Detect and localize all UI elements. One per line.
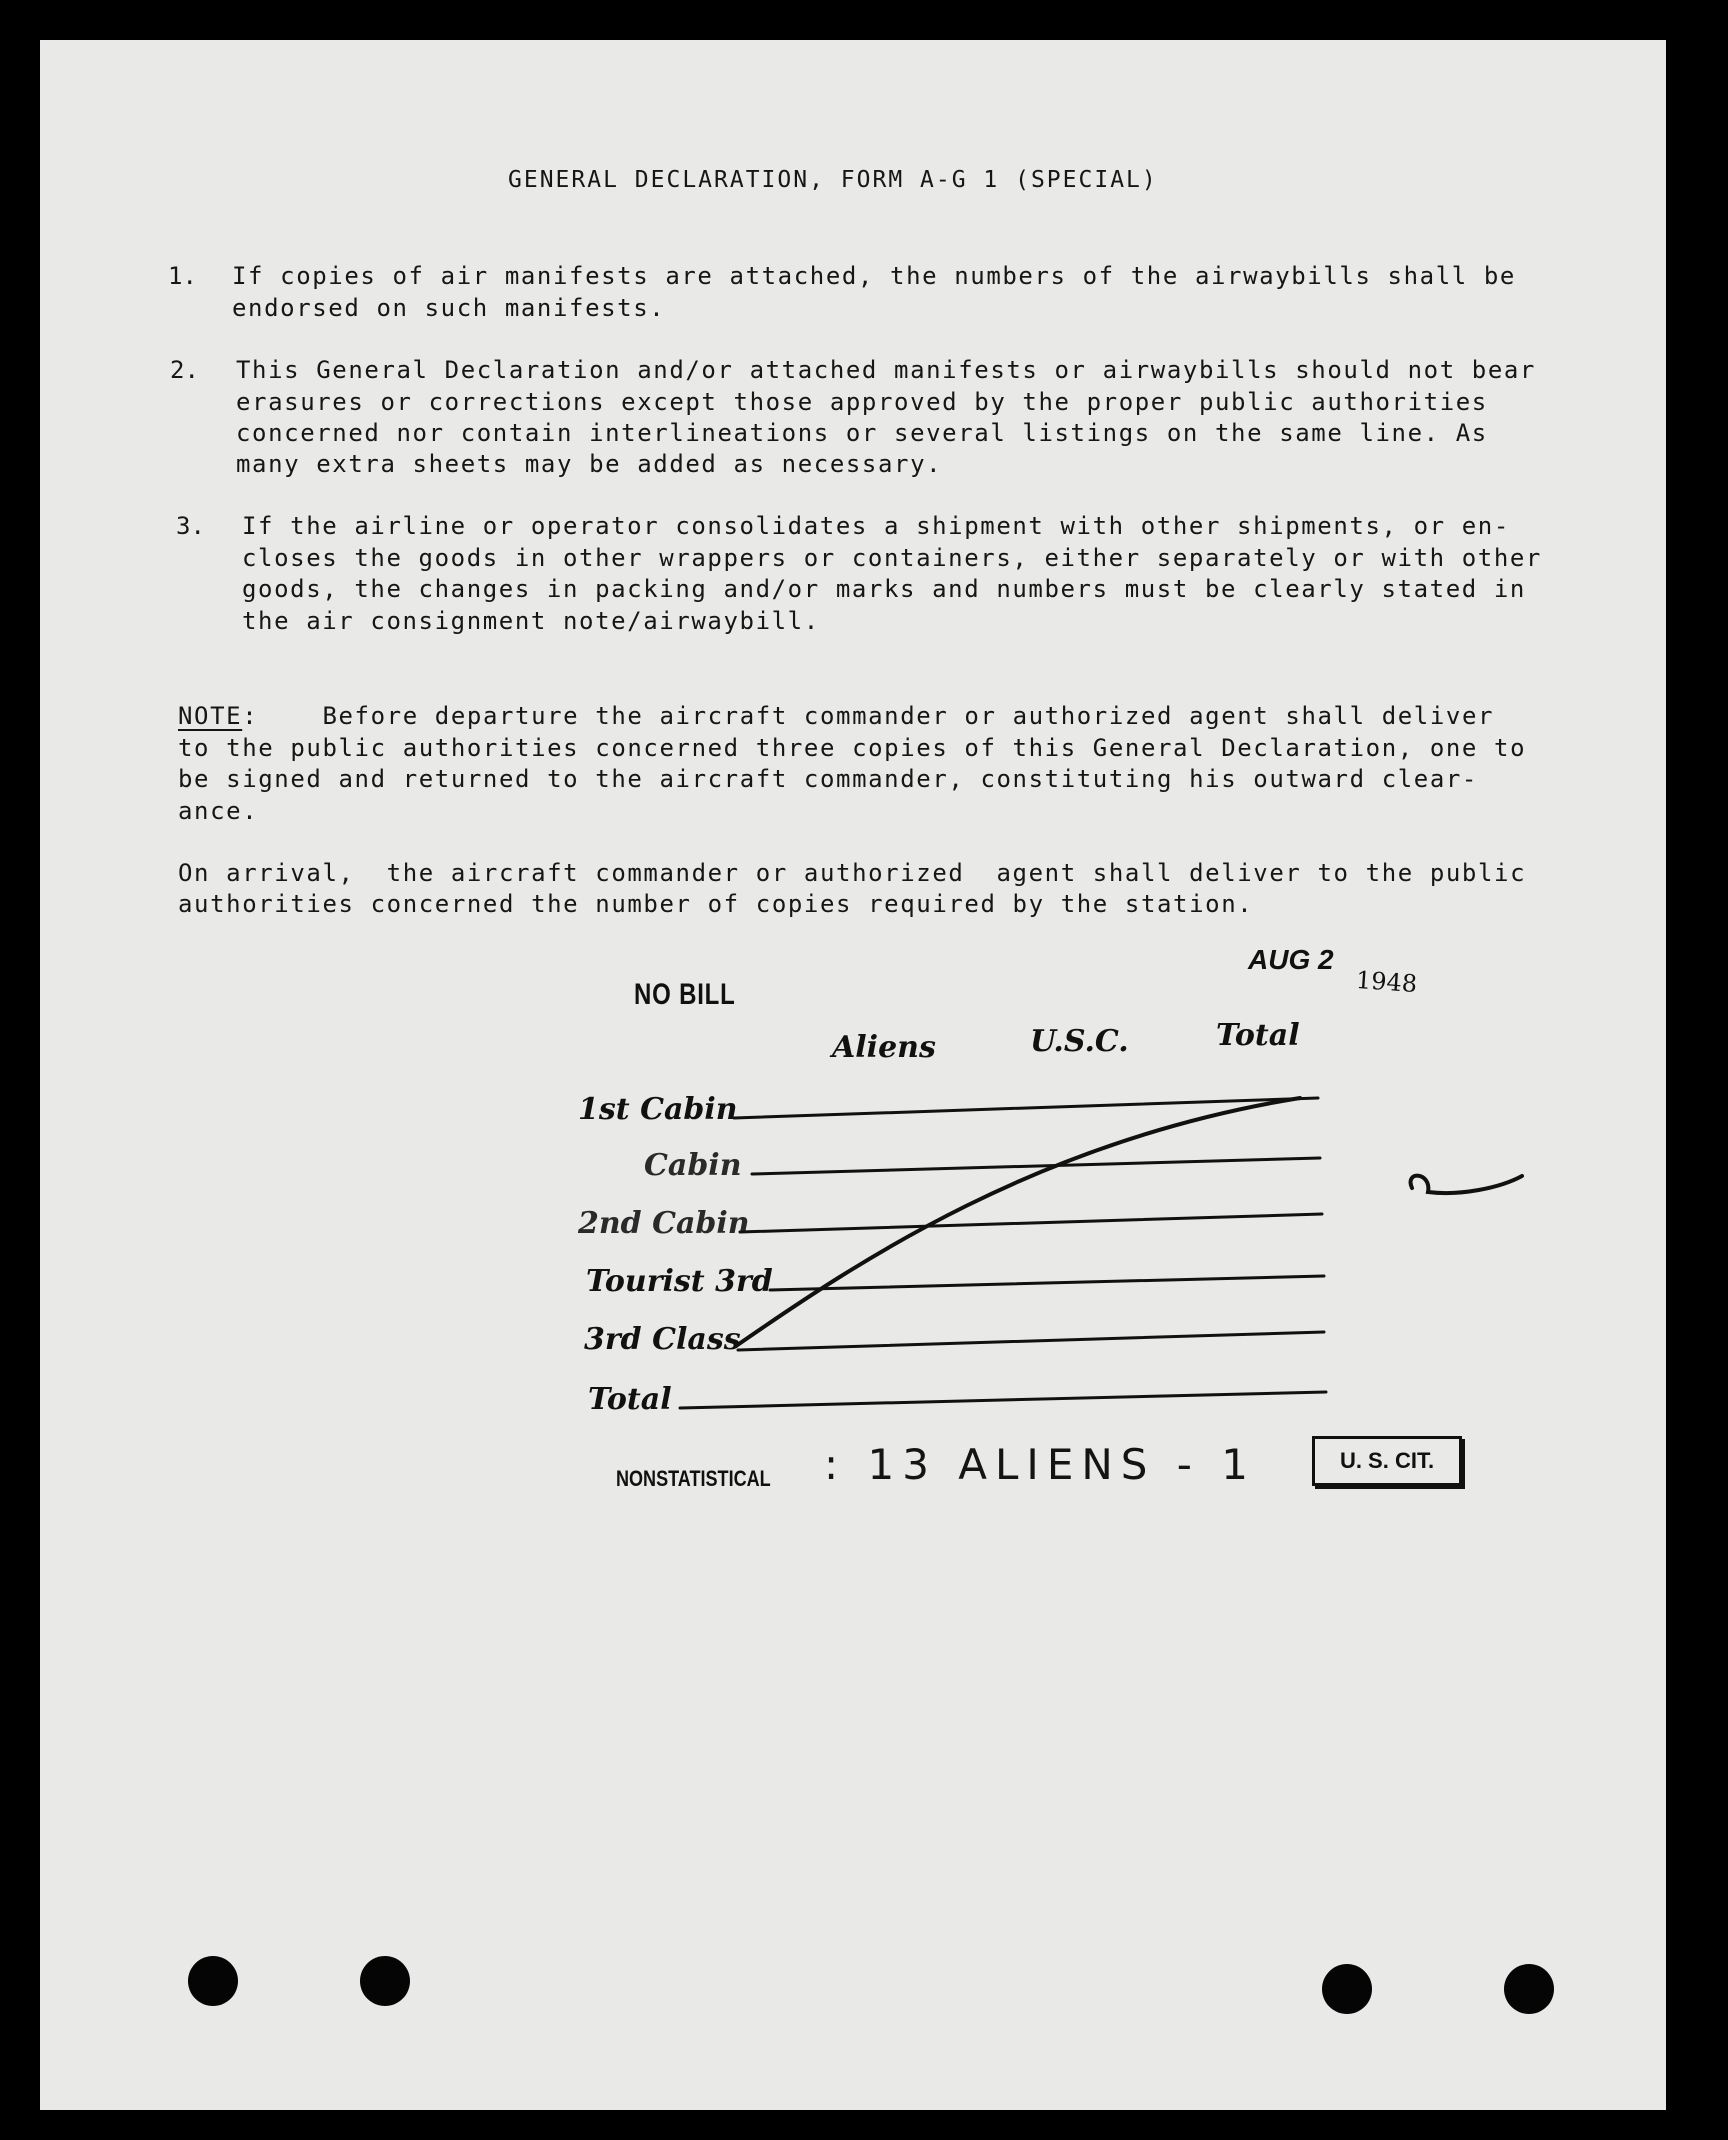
column-usc: U.S.C.	[1030, 1024, 1129, 1059]
item-1-line-2: endorsed on such manifests.	[232, 294, 666, 322]
no-bill-stamp: NO BILL	[634, 978, 736, 1011]
row-label-3rd-class: 3rd Class	[584, 1322, 741, 1357]
row-line-3rd-class	[738, 1332, 1324, 1350]
item-2-number: 2.	[170, 356, 199, 384]
arrival-line-1: On arrival, the aircraft commander or authorized agent shall deliver to the public	[178, 859, 1527, 887]
row-label-tourist-3rd: Tourist 3rd	[586, 1264, 773, 1299]
row-line-total	[680, 1392, 1326, 1408]
item-2-line-4: many extra sheets may be added as necessary.	[236, 450, 943, 478]
row-line-2nd-cabin	[740, 1214, 1322, 1232]
note-line-4: ance.	[178, 797, 259, 825]
item-1-line-1: If copies of air manifests are attached, the numbers of the airwaybills shall be	[232, 262, 1516, 290]
item-3-line-3: goods, the changes in packing and/or marks and numbers must be clearly stated in	[242, 575, 1526, 603]
item-2-line-2: erasures or corrections except those approved by the proper public authorities	[236, 388, 1488, 416]
date-stamp-year: 1948	[1355, 965, 1418, 999]
handwritten-mark	[1411, 1176, 1522, 1193]
arrival-line-2: authorities concerned the number of copies required by the station.	[178, 890, 1254, 918]
item-1-number: 1.	[168, 262, 197, 290]
row-line-1st-cabin	[734, 1098, 1318, 1118]
row-label-1st-cabin: 1st Cabin	[578, 1092, 738, 1127]
column-aliens: Aliens	[832, 1030, 936, 1065]
note-first-line-text: : Before departure the aircraft commander or authorized agent shall deliver	[242, 702, 1495, 730]
row-label-cabin: Cabin	[644, 1148, 742, 1183]
item-2-line-3: concerned nor contain interlineations or several listings on the same line. As	[236, 419, 1488, 447]
item-3-line-1: If the airline or operator consolidates a shipment with other shipments, or en-	[242, 512, 1510, 540]
punch-hole	[360, 1956, 410, 2006]
row-label-2nd-cabin: 2nd Cabin	[578, 1206, 750, 1241]
us-cit-stamp: U. S. CIT.	[1312, 1436, 1462, 1486]
item-3-line-4: the air consignment note/airwaybill.	[242, 607, 820, 635]
item-2-line-1: This General Declaration and/or attached manifests or airwaybills should not bear	[236, 356, 1536, 384]
date-stamp-month: AUG 2	[1248, 944, 1334, 975]
note-label: NOTE	[178, 702, 243, 730]
note-line-3: be signed and returned to the aircraft commander, constituting his outward clear-	[178, 765, 1478, 793]
row-line-tourist-3rd	[770, 1276, 1324, 1290]
row-line-cabin	[752, 1158, 1320, 1174]
item-3-number: 3.	[176, 512, 205, 540]
handwritten-aliens-note: : 13 ALIENS - 1	[824, 1440, 1257, 1489]
punch-hole	[188, 1956, 238, 2006]
note-line-2: to the public authorities concerned three copies of this General Declaration, one to	[178, 734, 1527, 762]
column-total: Total	[1216, 1018, 1300, 1053]
form-title: GENERAL DECLARATION, FORM A-G 1 (SPECIAL)	[508, 167, 1158, 193]
punch-hole	[1322, 1964, 1372, 2014]
nonstatistical-stamp: NONSTATISTICAL	[616, 1466, 771, 1491]
row-label-total: Total	[588, 1382, 672, 1417]
item-3-line-2: closes the goods in other wrappers or containers, either separately or with other	[242, 544, 1542, 572]
punch-hole	[1504, 1964, 1554, 2014]
